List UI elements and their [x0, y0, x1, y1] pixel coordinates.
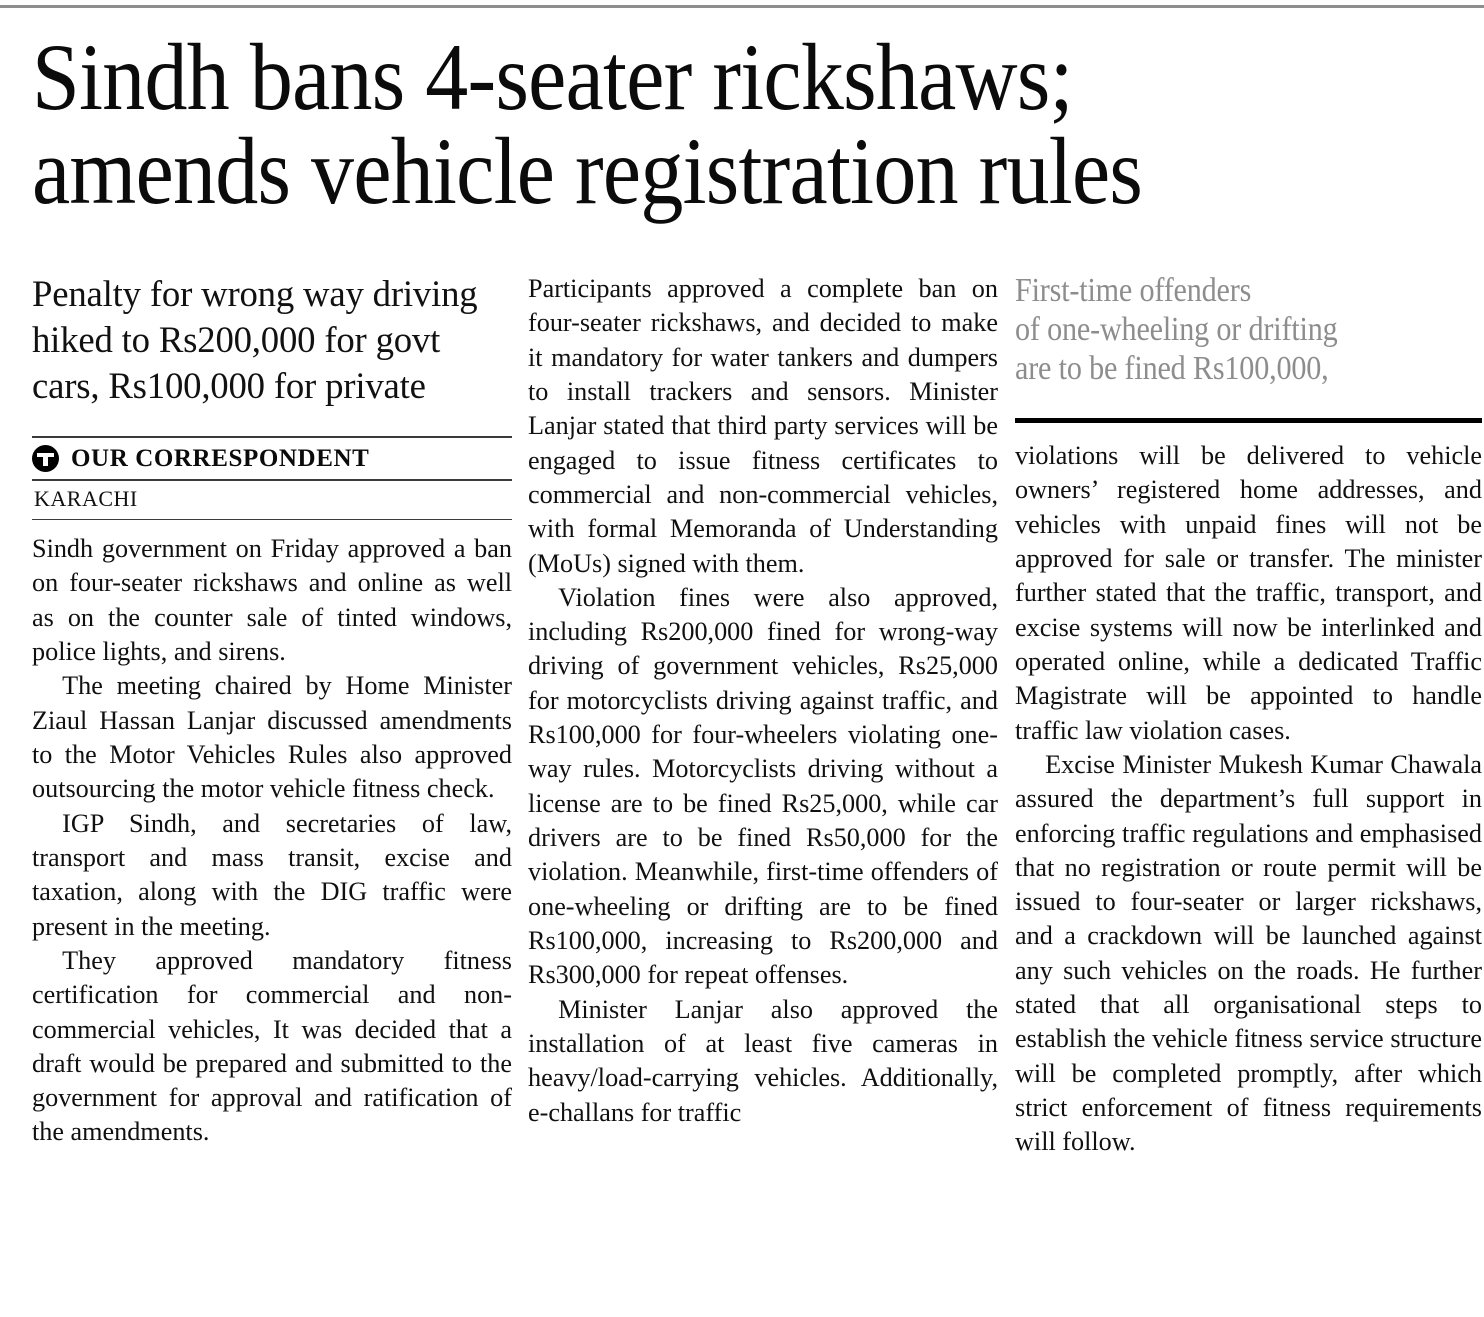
article-column-2 — [528, 272, 998, 1130]
byline-rule-bottom — [32, 519, 512, 521]
paragraph: Participants approved a complete ban on four-seater rickshaws, and decided to make it mandatory for water tankers and dumpers to install trackers and sensors. Minister Lanjar stated that third party services will be engaged to issue fitness certificates to commercial and non-commercial vehicles, with formal Memoranda of Understanding (MoUs) signed with them. — [528, 274, 998, 578]
column-3-body — [1015, 439, 1482, 1160]
article-column-1 — [32, 272, 512, 1150]
article-column-3 — [1015, 272, 1482, 1160]
paragraph: The meeting chaired by Home Minister Ziaul Hassan Lanjar discussed amendments to the Motor Vehicles Rules also approved outsourcing the motor vehicle fitness check. — [32, 671, 512, 804]
paragraph: Sindh government on Friday approved a ban on four-seater rickshaws and online as well as on the counter sale of tinted windows, police lights, and sirens. — [32, 534, 512, 667]
pull-quote — [1015, 272, 1435, 389]
paragraph: They approved mandatory fitness certification for commercial and non-commercial vehicles, It was decided that a draft would be prepared and submitted to the government for approval and ratification of the amendments. — [32, 945, 512, 1147]
headline-line-1: Sindh bans 4-seater rickshaws; — [32, 24, 1073, 130]
tribune-t-logo-icon — [32, 445, 59, 472]
byline-row — [32, 438, 512, 479]
top-divider-rule — [0, 5, 1484, 8]
column-2-body — [528, 272, 998, 1130]
page-title — [32, 24, 1328, 225]
paragraph: violations will be delivered to vehicle owners’ registered home addresses, and vehicles with unpaid fines will not be approved for sale or transfer. The minister further stated that the traffic, transport, and excise systems will now be interlinked and operated online, while a dedicated Traffic Magistrate will be appointed to handle traffic law violation cases. — [1015, 441, 1482, 745]
paragraph: IGP Sindh, and secretaries of law, transport and mass transit, excise and taxation, along with the DIG traffic were present in the meeting. — [32, 808, 512, 941]
pull-quote-line-2: of one-wheeling or drifting — [1015, 310, 1338, 348]
dateline: KARACHI — [34, 485, 138, 511]
pull-quote-line-1: First-time offenders — [1015, 272, 1252, 309]
paragraph: Minister Lanjar also approved the installation of at least five cameras in heavy/load-carrying vehicles. Additionally, e-challans for traffic — [528, 994, 998, 1127]
paragraph: Excise Minister Mukesh Kumar Chawala assured the department’s full support in enforcing traffic regulations and emphasised that no registration or route permit will be issued to four-seater or larger rickshaws, and a crackdown will be launched against any such vehicles on the roads. He further stated that all organisational steps to establish the vehicle fitness service structure will be completed promptly, after which strict enforcement of fitness requirements will follow. — [1015, 749, 1482, 1157]
paragraph: Violation fines were also approved, including Rs200,000 fined for wrong-way driving of government vehicles, Rs25,000 for motorcyclists driving against traffic, and Rs100,000 for four-wheelers violating one-way rules. Motorcyclists driving without a license are to be fined Rs25,000, while car drivers are to be fined Rs50,000 for the violation. Meanwhile, first-time offenders of one-wheeling or drifting are to be fined Rs100,000, increasing to Rs200,000 and Rs300,000 for repeat offenses. — [528, 582, 998, 990]
headline-line-2: amends vehicle registration rules — [32, 118, 1143, 225]
byline — [32, 436, 512, 520]
column-1-body — [32, 532, 512, 1150]
byline-correspondent: OUR CORRESPONDENT — [71, 444, 370, 472]
pull-quote-line-3: are to be fined Rs100,000, — [1015, 349, 1329, 387]
pull-quote-rule — [1015, 418, 1482, 424]
article-deck: Penalty for wrong way driving hiked to Rs200,000 for govt cars, Rs100,000 for private — [32, 274, 478, 408]
